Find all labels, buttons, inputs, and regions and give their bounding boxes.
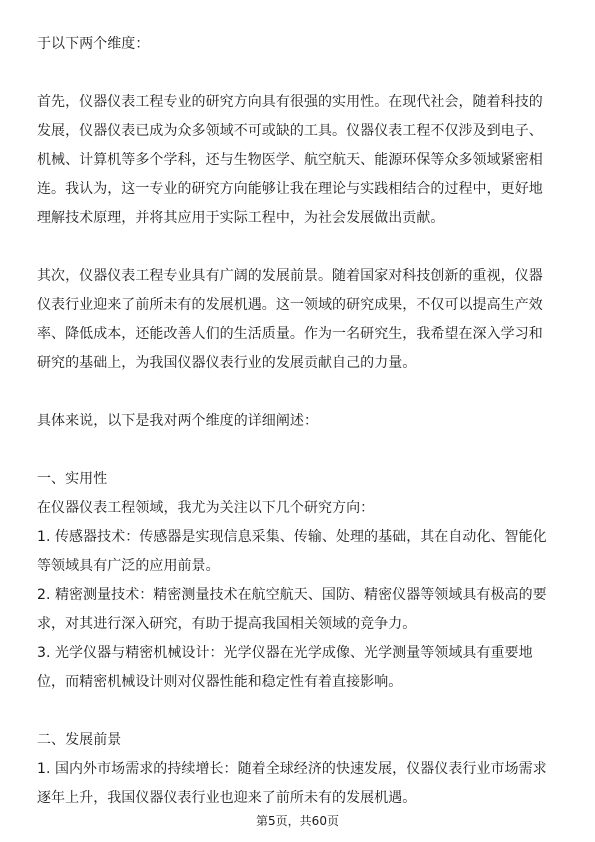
paragraph-gap <box>37 436 559 465</box>
paragraph-gap <box>37 59 559 88</box>
text-line: 于以下两个维度： <box>37 36 150 52</box>
text-line: 首先，仪器仪表工程专业的研究方向具有很强的实用性。在现代社会，随着科技的 <box>37 94 543 110</box>
paragraph-gap <box>37 697 559 726</box>
text-line: 逐年上升，我国仪器仪表行业也迎来了前所未有的发展机遇。 <box>37 790 417 806</box>
paragraph-gap <box>37 378 559 407</box>
page-footer: 第5页，共60页 <box>256 814 339 828</box>
text-line: 连。我认为，这一专业的研究方向能够让我在理论与实践相结合的过程中，更好地 <box>37 181 543 197</box>
text-line: 一、实用性 <box>37 471 108 487</box>
text-line: 仪表行业迎来了前所未有的发展机遇。这一领域的研究成果，不仅可以提高生产效 <box>37 297 543 313</box>
text-line: 等领域具有广泛的应用前景。 <box>37 558 220 574</box>
document-body <box>37 30 559 813</box>
text-line: 理解技术原理，并将其应用于实际工程中，为社会发展做出贡献。 <box>37 210 445 226</box>
text-line: 二、发展前景 <box>37 732 122 748</box>
text-line: 在仪器仪表工程领域，我尤为关注以下几个研究方向： <box>37 500 375 516</box>
text-line: 位，而精密机械设计则对仪器性能和稳定性有着直接影响。 <box>37 674 403 690</box>
text-line: 1. 传感器技术：传感器是实现信息采集、传输、处理的基础，其在自动化、智能化 <box>37 529 547 545</box>
text-line: 其次，仪器仪表工程专业具有广阔的发展前景。随着国家对科技创新的重视，仪器 <box>37 268 543 284</box>
text-line: 具体来说，以下是我对两个维度的详细阐述： <box>37 413 318 429</box>
paragraph-gap <box>37 233 559 262</box>
text-line: 1. 国内外市场需求的持续增长：随着全球经济的快速发展，仪器仪表行业市场需求 <box>37 761 547 777</box>
text-line: 求，对其进行深入研究，有助于提高我国相关领域的竞争力。 <box>37 616 417 632</box>
text-line: 3. 光学仪器与精密机械设计：光学仪器在光学成像、光学测量等领域具有重要地 <box>37 645 533 661</box>
text-line: 2. 精密测量技术：精密测量技术在航空航天、国防、精密仪器等领域具有极高的要 <box>37 587 547 603</box>
text-line: 研究的基础上，为我国仪器仪表行业的发展贡献自己的力量。 <box>37 355 417 371</box>
text-line: 发展，仪器仪表已成为众多领域不可或缺的工具。仪器仪表工程不仅涉及到电子、 <box>37 123 543 139</box>
text-line: 机械、计算机等多个学科，还与生物医学、航空航天、能源环保等众多领域紧密相 <box>37 152 543 168</box>
text-line: 率、降低成本，还能改善人们的生活质量。作为一名研究生，我希望在深入学习和 <box>37 326 543 342</box>
